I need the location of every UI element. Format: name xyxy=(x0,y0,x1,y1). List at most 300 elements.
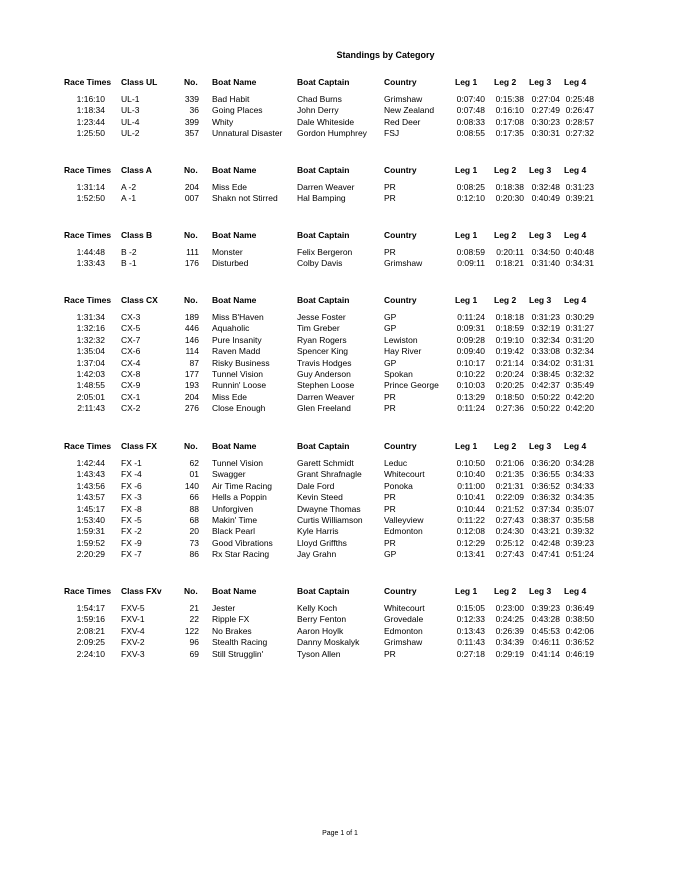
cell-captain: Kevin Steed xyxy=(297,492,343,503)
cell-cls: CX-4 xyxy=(121,357,141,368)
cell-leg3: 0:45:53 xyxy=(531,625,560,636)
header-boat-captain: Boat Captain xyxy=(297,586,350,596)
cell-cls: FX -7 xyxy=(121,549,142,560)
cell-cls: UL-3 xyxy=(121,105,140,116)
cell-captain: Hal Bamping xyxy=(297,193,346,204)
cell-leg3: 0:27:49 xyxy=(531,105,560,116)
cell-country: PR xyxy=(384,193,396,204)
cell-leg2: 0:27:36 xyxy=(495,403,524,414)
header-leg-1: Leg 1 xyxy=(455,586,478,596)
page-footer: Page 1 of 1 xyxy=(322,830,358,837)
header-race-times: Race Times xyxy=(64,441,112,451)
cell-captain: Spencer King xyxy=(297,346,349,357)
cell-no: 111 xyxy=(186,247,199,257)
cell-country: PR xyxy=(384,247,396,257)
cell-time: 1:59:31 xyxy=(76,526,105,537)
header-class: Class CX xyxy=(121,295,158,305)
cell-boat: Pure Insanity xyxy=(212,334,262,345)
cell-boat: Miss Ede xyxy=(212,182,247,192)
cell-boat: Stealth Racing xyxy=(212,637,268,648)
header-boat-name: Boat Name xyxy=(212,230,257,240)
cell-leg2: 0:18:18 xyxy=(495,312,524,322)
cell-time: 1:32:32 xyxy=(76,334,105,345)
cell-no: 62 xyxy=(189,458,199,468)
cell-boat: Still Strugglin' xyxy=(212,648,264,659)
cell-leg4: 0:32:34 xyxy=(565,346,594,357)
cell-boat: Risky Business xyxy=(212,357,270,368)
cell-country: FSJ xyxy=(384,128,400,139)
cell-country: Edmonton xyxy=(384,526,423,537)
cell-country: PR xyxy=(384,503,396,514)
cell-leg3: 0:31:40 xyxy=(531,258,560,269)
cell-no: 189 xyxy=(184,312,199,322)
cell-leg4: 0:27:32 xyxy=(565,128,594,139)
header-no: No. xyxy=(184,165,198,175)
cell-no: 86 xyxy=(189,549,199,560)
cell-leg1: 0:08:59 xyxy=(456,247,485,257)
header-leg-3: Leg 3 xyxy=(529,165,552,175)
cell-leg4: 0:42:06 xyxy=(565,625,594,636)
cell-cls: FXV-1 xyxy=(121,614,145,625)
cell-leg4: 0:36:49 xyxy=(565,603,594,613)
cell-boat: Good Vibrations xyxy=(212,537,273,548)
cell-leg3: 0:40:49 xyxy=(531,193,560,204)
cell-no: 193 xyxy=(184,380,199,391)
cell-leg2: 0:18:50 xyxy=(495,391,524,402)
cell-time: 1:43:57 xyxy=(76,492,105,503)
header-leg-3: Leg 3 xyxy=(529,295,552,305)
cell-captain: Felix Bergeron xyxy=(297,247,353,257)
cell-leg1: 0:10:17 xyxy=(456,357,485,368)
cell-time: 1:52:50 xyxy=(76,193,105,204)
cell-captain: Glen Freeland xyxy=(297,403,351,414)
cell-time: 1:35:04 xyxy=(76,346,105,357)
cell-country: PR xyxy=(384,403,396,414)
cell-leg3: 0:47:41 xyxy=(531,549,560,560)
cell-cls: A -2 xyxy=(121,182,137,192)
cell-leg4: 0:31:27 xyxy=(565,323,594,334)
cell-cls: A -1 xyxy=(121,193,137,204)
cell-leg2: 0:16:10 xyxy=(495,105,524,116)
cell-leg4: 0:34:33 xyxy=(565,480,594,491)
cell-leg3: 0:27:04 xyxy=(531,94,560,104)
cell-boat: Unforgiven xyxy=(212,503,254,514)
header-race-times: Race Times xyxy=(64,165,112,175)
header-leg-4: Leg 4 xyxy=(564,165,587,175)
cell-no: 66 xyxy=(189,492,199,503)
cell-time: 1:59:16 xyxy=(76,614,105,625)
header-leg-2: Leg 2 xyxy=(494,230,517,240)
cell-leg4: 0:26:47 xyxy=(565,105,594,116)
cell-no: 146 xyxy=(184,334,199,345)
cell-no: 96 xyxy=(189,637,199,648)
cell-leg1: 0:09:31 xyxy=(456,323,485,334)
cell-leg3: 0:38:37 xyxy=(531,514,560,525)
header-class: Class A xyxy=(121,165,152,175)
header-country: Country xyxy=(384,441,417,451)
cell-time: 1:23:44 xyxy=(76,116,105,127)
cell-leg2: 0:21:35 xyxy=(495,469,524,480)
cell-cls: B -2 xyxy=(121,247,137,257)
cell-captain: Garett Schmidt xyxy=(297,458,354,468)
cell-leg4: 0:35:49 xyxy=(565,380,594,391)
header-leg-1: Leg 1 xyxy=(455,165,478,175)
cell-country: PR xyxy=(384,537,396,548)
cell-captain: Jesse Foster xyxy=(297,312,346,322)
cell-country: Grimshaw xyxy=(384,258,423,269)
header-boat-name: Boat Name xyxy=(212,586,257,596)
cell-captain: Travis Hodges xyxy=(297,357,352,368)
cell-boat: Tunnel Vision xyxy=(212,458,264,468)
cell-time: 1:44:48 xyxy=(76,247,105,257)
cell-leg2: 0:20:24 xyxy=(495,368,524,379)
cell-country: GP xyxy=(384,549,397,560)
header-no: No. xyxy=(184,295,198,305)
cell-leg2: 0:15:38 xyxy=(495,94,524,104)
cell-no: 68 xyxy=(189,514,199,525)
cell-leg2: 0:23:00 xyxy=(495,603,524,613)
cell-time: 1:32:16 xyxy=(76,323,105,334)
cell-leg2: 0:21:06 xyxy=(495,458,524,468)
cell-cls: CX-6 xyxy=(121,346,141,357)
cell-cls: FX -3 xyxy=(121,492,142,503)
cell-leg1: 0:10:03 xyxy=(456,380,485,391)
cell-leg1: 0:07:48 xyxy=(456,105,485,116)
cell-leg4: 0:35:58 xyxy=(565,514,594,525)
cell-leg4: 0:51:24 xyxy=(565,549,594,560)
header-boat-name: Boat Name xyxy=(212,165,257,175)
cell-time: 2:11:43 xyxy=(77,403,105,414)
cell-cls: FXV-5 xyxy=(121,603,145,613)
cell-time: 1:54:17 xyxy=(76,603,105,613)
cell-leg4: 0:34:35 xyxy=(565,492,594,503)
cell-leg2: 0:34:39 xyxy=(495,637,524,648)
cell-boat: Shakn not Stirred xyxy=(212,193,278,204)
cell-boat: No Brakes xyxy=(212,625,252,636)
cell-captain: Aaron Hoylk xyxy=(297,625,344,636)
cell-no: 177 xyxy=(184,368,199,379)
cell-boat: Miss B'Haven xyxy=(212,312,264,322)
cell-boat: Disturbed xyxy=(212,258,249,269)
header-class: Class FX xyxy=(121,441,157,451)
cell-cls: FX -2 xyxy=(121,526,142,537)
cell-leg3: 0:42:48 xyxy=(531,537,560,548)
cell-leg3: 0:46:11 xyxy=(532,637,560,648)
cell-leg4: 0:34:28 xyxy=(565,458,594,468)
cell-boat: Swagger xyxy=(212,469,246,480)
cell-no: 122 xyxy=(184,625,199,636)
cell-country: Whitecourt xyxy=(384,603,425,613)
cell-time: 2:08:21 xyxy=(76,625,105,636)
cell-leg3: 0:32:48 xyxy=(531,182,560,192)
cell-country: GP xyxy=(384,312,397,322)
cell-leg2: 0:22:09 xyxy=(495,492,524,503)
cell-leg3: 0:43:21 xyxy=(531,526,560,537)
cell-leg4: 0:35:07 xyxy=(565,503,594,514)
cell-cls: CX-7 xyxy=(121,334,141,345)
cell-time: 1:31:14 xyxy=(76,182,105,192)
cell-no: 69 xyxy=(189,648,199,659)
cell-cls: B -1 xyxy=(121,258,137,269)
header-class: Class UL xyxy=(121,77,158,87)
cell-cls: FX -8 xyxy=(121,503,142,514)
cell-leg1: 0:13:41 xyxy=(456,549,485,560)
header-leg-4: Leg 4 xyxy=(564,441,587,451)
header-country: Country xyxy=(384,230,417,240)
cell-boat: Close Enough xyxy=(212,403,266,414)
header-class: Class B xyxy=(121,230,153,240)
cell-cls: FXV-4 xyxy=(121,625,145,636)
cell-leg1: 0:08:55 xyxy=(456,128,485,139)
cell-captain: Tyson Allen xyxy=(297,648,341,659)
cell-leg4: 0:36:52 xyxy=(565,637,594,648)
cell-leg3: 0:36:52 xyxy=(531,480,560,491)
cell-boat: Miss Ede xyxy=(212,391,247,402)
cell-leg2: 0:18:38 xyxy=(495,182,524,192)
header-leg-1: Leg 1 xyxy=(455,230,478,240)
header-leg-1: Leg 1 xyxy=(455,77,478,87)
cell-cls: CX-3 xyxy=(121,312,141,322)
cell-leg3: 0:43:28 xyxy=(531,614,560,625)
header-boat-captain: Boat Captain xyxy=(297,295,350,305)
header-race-times: Race Times xyxy=(64,230,112,240)
cell-leg3: 0:30:31 xyxy=(531,128,560,139)
cell-no: 357 xyxy=(184,128,199,139)
cell-leg2: 0:18:59 xyxy=(495,323,524,334)
header-boat-captain: Boat Captain xyxy=(297,165,350,175)
header-boat-captain: Boat Captain xyxy=(297,441,350,451)
cell-leg4: 0:39:21 xyxy=(565,193,594,204)
cell-captain: Grant Shrafnagle xyxy=(297,469,362,480)
cell-country: New Zealand xyxy=(384,105,435,116)
cell-leg1: 0:12:08 xyxy=(456,526,485,537)
cell-captain: John Derry xyxy=(297,105,339,116)
cell-leg1: 0:12:29 xyxy=(456,537,485,548)
header-leg-4: Leg 4 xyxy=(564,295,587,305)
cell-leg4: 0:40:48 xyxy=(565,247,594,257)
cell-leg1: 0:10:50 xyxy=(456,458,485,468)
cell-boat: Monster xyxy=(212,247,243,257)
cell-no: 446 xyxy=(184,323,199,334)
cell-leg2: 0:27:43 xyxy=(495,514,524,525)
cell-cls: CX-9 xyxy=(121,380,141,391)
cell-captain: Darren Weaver xyxy=(297,391,355,402)
cell-no: 01 xyxy=(189,469,199,480)
cell-leg2: 0:27:43 xyxy=(495,549,524,560)
cell-leg2: 0:21:31 xyxy=(495,480,524,491)
cell-country: Grovedale xyxy=(384,614,424,625)
cell-leg1: 0:11:24 xyxy=(457,312,485,322)
cell-captain: Curtis Williamson xyxy=(297,514,363,525)
cell-leg1: 0:13:29 xyxy=(456,391,485,402)
header-leg-1: Leg 1 xyxy=(455,441,478,451)
header-country: Country xyxy=(384,586,417,596)
cell-country: PR xyxy=(384,648,396,659)
header-boat-name: Boat Name xyxy=(212,295,257,305)
cell-leg1: 0:10:22 xyxy=(456,368,485,379)
cell-no: 399 xyxy=(184,116,199,127)
cell-captain: Kelly Koch xyxy=(297,603,338,613)
cell-captain: Lloyd Griffths xyxy=(297,537,347,548)
cell-country: GP xyxy=(384,357,397,368)
header-race-times: Race Times xyxy=(64,77,112,87)
cell-cls: FXV-3 xyxy=(121,648,145,659)
cell-no: 73 xyxy=(189,537,199,548)
cell-no: 007 xyxy=(184,193,199,204)
cell-captain: Darren Weaver xyxy=(297,182,355,192)
cell-captain: Ryan Rogers xyxy=(297,334,347,345)
cell-country: Leduc xyxy=(384,458,408,468)
cell-country: Ponoka xyxy=(384,480,413,491)
cell-cls: CX-2 xyxy=(121,403,141,414)
cell-boat: Bad Habit xyxy=(212,94,250,104)
cell-leg3: 0:36:55 xyxy=(531,469,560,480)
cell-country: Edmonton xyxy=(384,625,423,636)
cell-leg4: 0:39:32 xyxy=(565,526,594,537)
cell-time: 2:09:25 xyxy=(76,637,105,648)
cell-captain: Danny Moskalyk xyxy=(297,637,360,648)
cell-leg1: 0:15:05 xyxy=(456,603,485,613)
cell-leg3: 0:50:22 xyxy=(531,403,560,414)
header-leg-4: Leg 4 xyxy=(564,230,587,240)
cell-country: Red Deer xyxy=(384,116,421,127)
cell-no: 88 xyxy=(189,503,199,514)
cell-leg2: 0:24:30 xyxy=(495,526,524,537)
cell-time: 1:37:04 xyxy=(76,357,105,368)
cell-leg3: 0:31:23 xyxy=(531,312,560,322)
cell-no: 21 xyxy=(189,603,199,613)
cell-boat: Makin' Time xyxy=(212,514,258,525)
cell-captain: Stephen Loose xyxy=(297,380,355,391)
cell-boat: Aquaholic xyxy=(212,323,250,334)
cell-leg3: 0:33:08 xyxy=(531,346,560,357)
cell-no: 276 xyxy=(184,403,199,414)
cell-leg4: 0:31:23 xyxy=(565,182,594,192)
cell-leg3: 0:32:34 xyxy=(531,334,560,345)
cell-country: Grimshaw xyxy=(384,637,423,648)
cell-cls: FX -4 xyxy=(121,469,142,480)
cell-country: Valleyview xyxy=(384,514,424,525)
cell-time: 1:59:52 xyxy=(76,537,105,548)
header-class: Class FXv xyxy=(121,586,162,596)
cell-country: Lewiston xyxy=(384,334,418,345)
cell-leg2: 0:26:39 xyxy=(495,625,524,636)
cell-time: 1:48:55 xyxy=(76,380,105,391)
header-no: No. xyxy=(184,230,198,240)
cell-boat: Ripple FX xyxy=(212,614,250,625)
cell-no: 22 xyxy=(189,614,199,625)
cell-leg4: 0:46:19 xyxy=(565,648,594,659)
cell-leg3: 0:39:23 xyxy=(531,603,560,613)
cell-cls: FX -6 xyxy=(121,480,142,491)
cell-leg1: 0:11:00 xyxy=(457,480,485,491)
cell-leg3: 0:36:20 xyxy=(531,458,560,468)
cell-captain: Dwayne Thomas xyxy=(297,503,361,514)
cell-leg4: 0:31:20 xyxy=(565,334,594,345)
cell-country: PR xyxy=(384,391,396,402)
header-no: No. xyxy=(184,77,198,87)
cell-captain: Dale Ford xyxy=(297,480,335,491)
cell-time: 1:33:43 xyxy=(76,258,105,269)
header-leg-2: Leg 2 xyxy=(494,165,517,175)
header-boat-name: Boat Name xyxy=(212,77,257,87)
cell-time: 1:18:34 xyxy=(76,105,105,116)
cell-boat: Raven Madd xyxy=(212,346,261,357)
cell-time: 1:42:44 xyxy=(76,458,105,468)
cell-captain: Colby Davis xyxy=(297,258,343,269)
cell-leg4: 0:25:48 xyxy=(565,94,594,104)
cell-boat: Air Time Racing xyxy=(212,480,272,491)
cell-cls: FX -5 xyxy=(121,514,142,525)
cell-leg4: 0:39:23 xyxy=(565,537,594,548)
cell-cls: UL-2 xyxy=(121,128,140,139)
cell-cls: UL-1 xyxy=(121,94,140,104)
cell-time: 1:53:40 xyxy=(76,514,105,525)
cell-cls: FX -9 xyxy=(121,537,142,548)
cell-leg1: 0:27:18 xyxy=(456,648,485,659)
cell-boat: Rx Star Racing xyxy=(212,549,270,560)
cell-leg2: 0:29:19 xyxy=(495,648,524,659)
header-country: Country xyxy=(384,295,417,305)
cell-time: 1:16:10 xyxy=(76,94,105,104)
cell-leg4: 0:34:33 xyxy=(565,469,594,480)
cell-time: 1:43:43 xyxy=(76,469,105,480)
cell-leg4: 0:34:31 xyxy=(565,258,594,269)
cell-country: Spokan xyxy=(384,368,413,379)
cell-boat: Tunnel Vision xyxy=(212,368,264,379)
cell-no: 114 xyxy=(185,346,199,357)
cell-leg3: 0:42:37 xyxy=(531,380,560,391)
cell-leg1: 0:09:28 xyxy=(456,334,485,345)
cell-time: 2:24:10 xyxy=(76,648,105,659)
cell-leg3: 0:38:45 xyxy=(531,368,560,379)
cell-leg1: 0:11:24 xyxy=(457,403,485,414)
cell-leg4: 0:42:20 xyxy=(565,391,594,402)
cell-leg1: 0:10:44 xyxy=(456,503,485,514)
cell-boat: Jester xyxy=(212,603,236,613)
cell-leg1: 0:11:43 xyxy=(457,637,485,648)
cell-leg2: 0:19:10 xyxy=(495,334,524,345)
cell-captain: Chad Burns xyxy=(297,94,342,104)
cell-cls: CX-5 xyxy=(121,323,141,334)
cell-captain: Berry Fenton xyxy=(297,614,347,625)
cell-country: PR xyxy=(384,182,396,192)
cell-leg3: 0:34:50 xyxy=(531,247,560,257)
cell-leg4: 0:28:57 xyxy=(565,116,594,127)
header-leg-3: Leg 3 xyxy=(529,586,552,596)
cell-leg4: 0:38:50 xyxy=(565,614,594,625)
cell-leg2: 0:20:11 xyxy=(496,247,524,257)
cell-leg2: 0:25:12 xyxy=(495,537,524,548)
cell-time: 1:42:03 xyxy=(76,368,105,379)
cell-country: PR xyxy=(384,492,396,503)
cell-leg1: 0:09:40 xyxy=(456,346,485,357)
cell-cls: FX -1 xyxy=(121,458,142,468)
cell-leg3: 0:30:23 xyxy=(531,116,560,127)
cell-country: Hay River xyxy=(384,346,422,357)
cell-leg2: 0:18:21 xyxy=(495,258,524,269)
cell-captain: Dale Whiteside xyxy=(297,116,355,127)
header-leg-3: Leg 3 xyxy=(529,77,552,87)
cell-leg1: 0:10:41 xyxy=(456,492,485,503)
cell-leg1: 0:12:10 xyxy=(456,193,485,204)
header-race-times: Race Times xyxy=(64,586,112,596)
cell-captain: Gordon Humphrey xyxy=(297,128,367,139)
cell-no: 204 xyxy=(184,391,199,402)
cell-time: 1:45:17 xyxy=(76,503,105,514)
cell-leg1: 0:07:40 xyxy=(456,94,485,104)
cell-time: 1:31:34 xyxy=(76,312,105,322)
